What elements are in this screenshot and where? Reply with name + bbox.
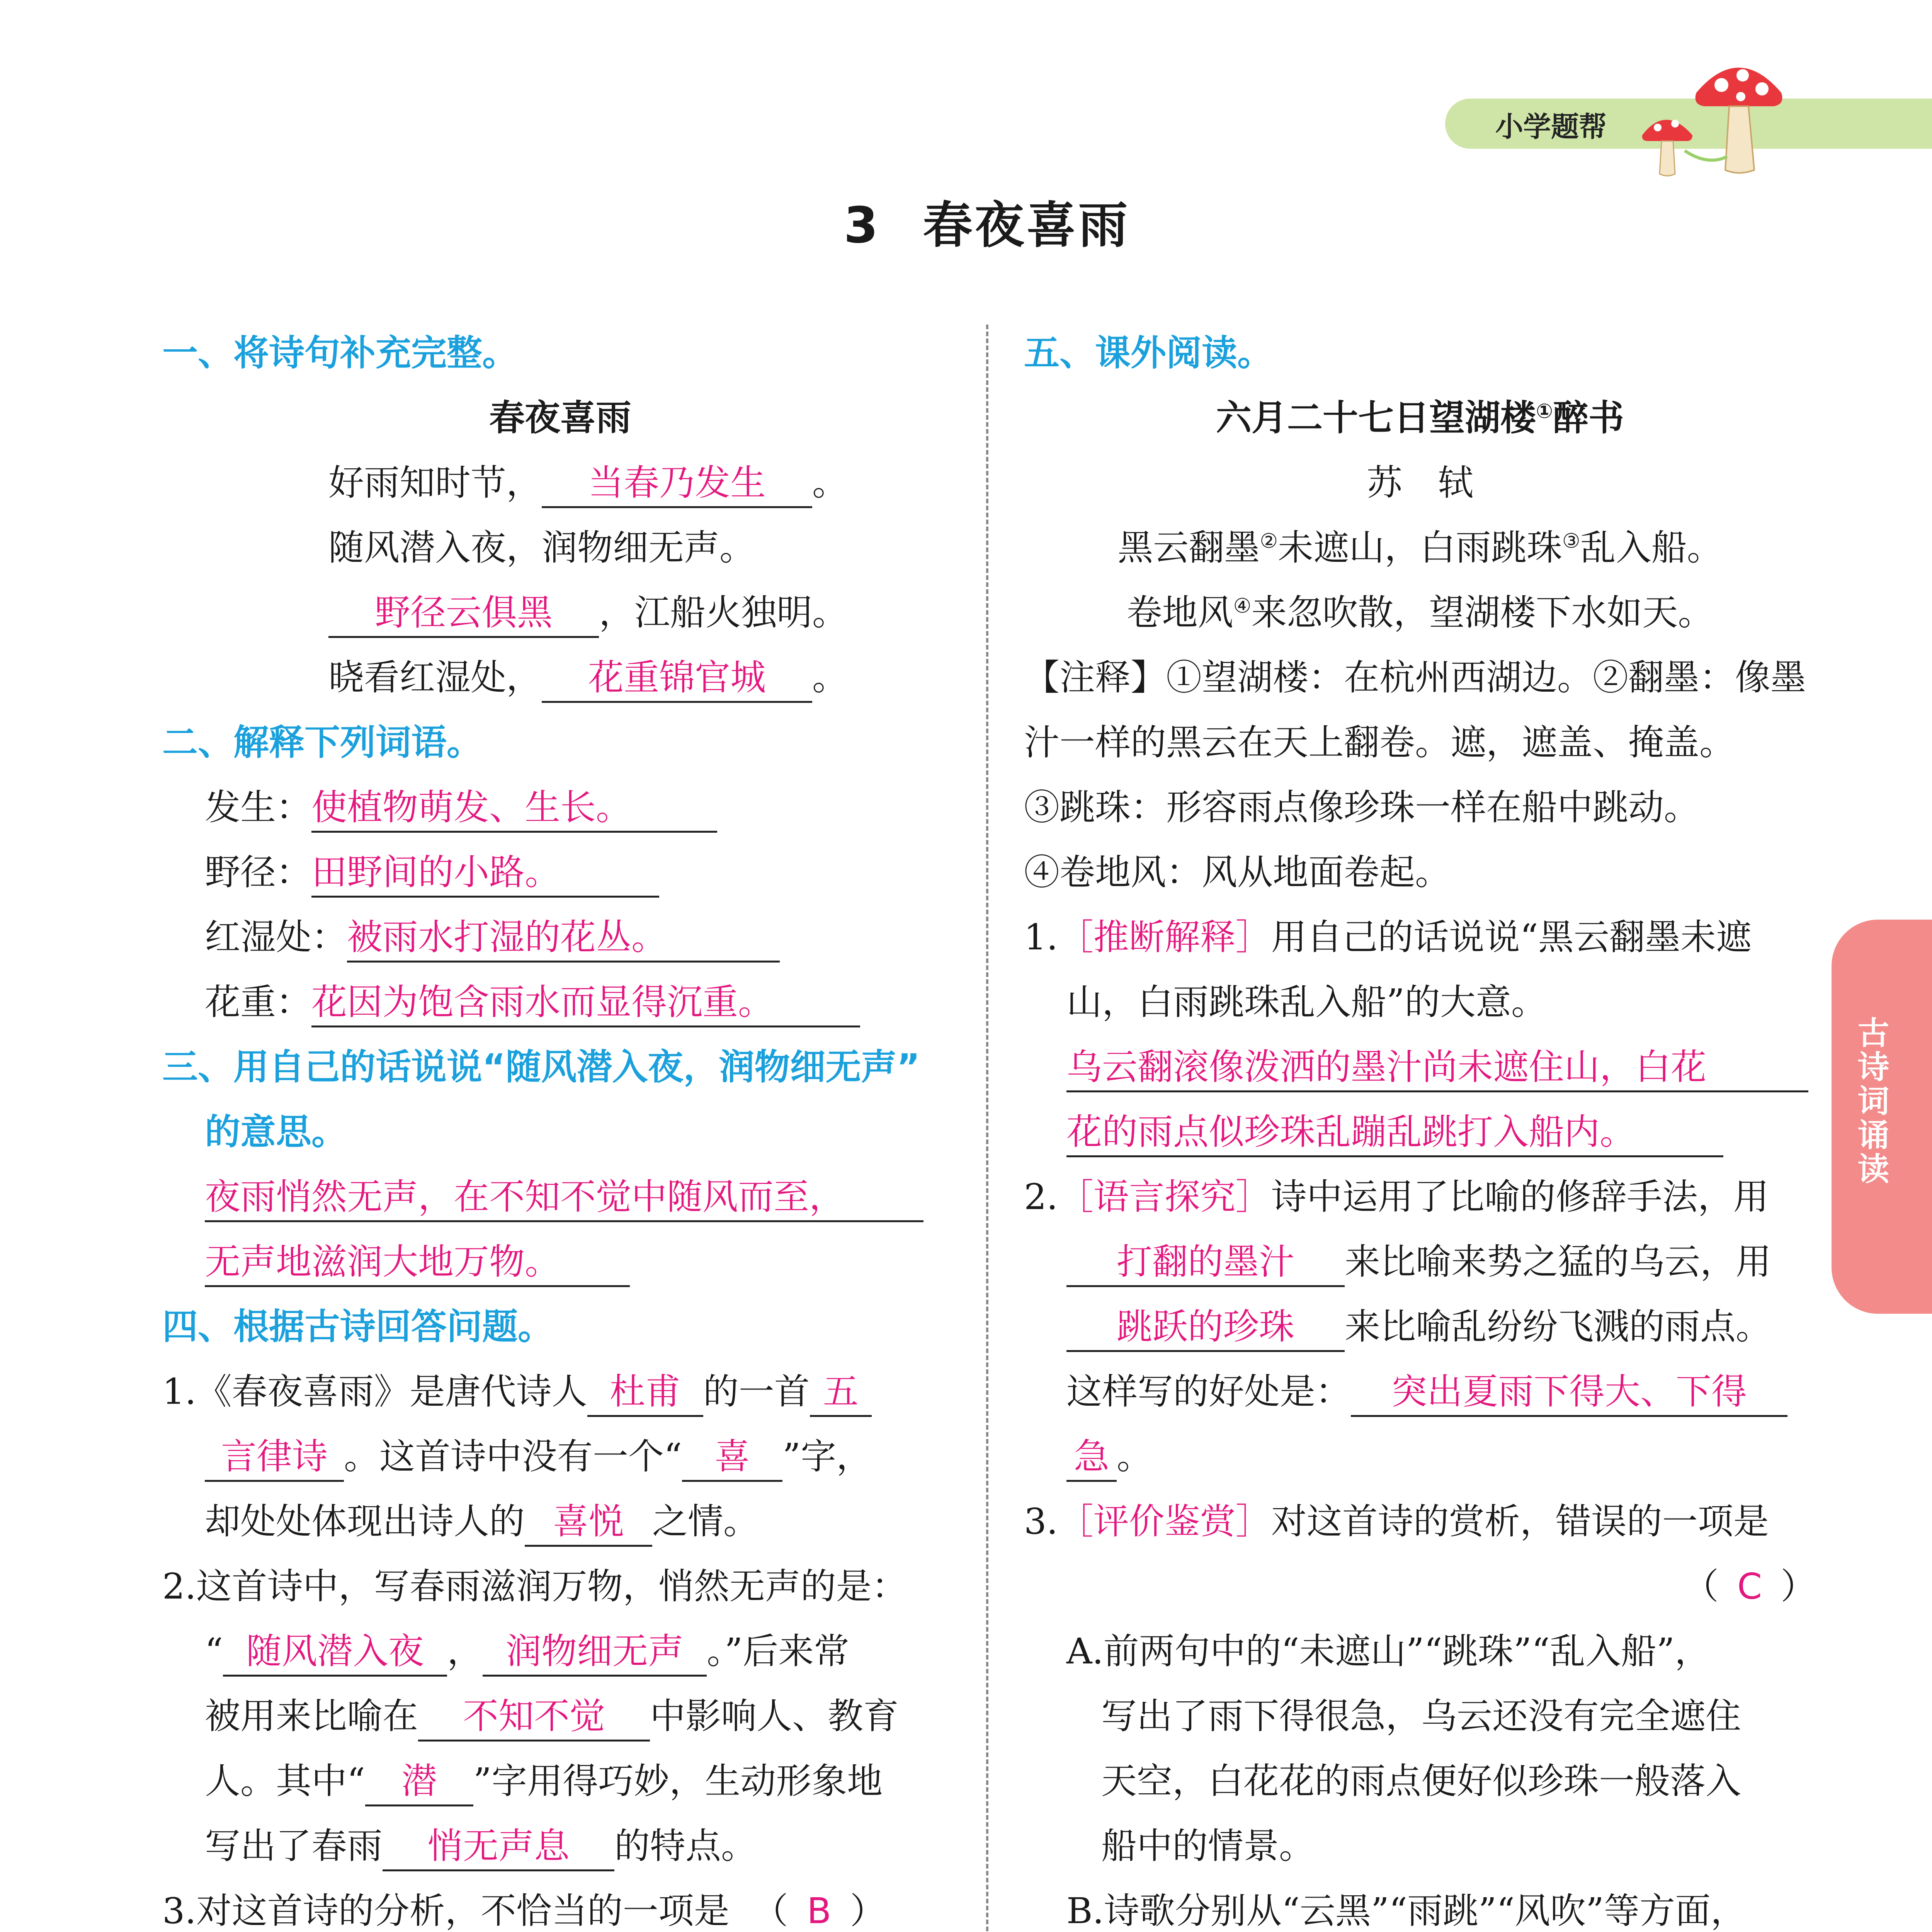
answer-blank: 花的雨点似珍珠乱蹦乱跳打入船内。 <box>1066 1109 1723 1157</box>
question-tag: ［评价鉴赏］ <box>1058 1501 1271 1542</box>
annotation: 汁一样的黑云在天上翻卷。遮，遮盖、掩盖。 <box>1024 722 1735 763</box>
question-3: 3.［评价鉴赏］对这首诗的赏析，错误的一项是 <box>1024 1501 1769 1542</box>
term-row: 花重：花因为饱含雨水而显得沉重。 <box>162 970 958 1035</box>
answer-blank: 花因为饱含雨水而显得沉重。 <box>311 979 860 1027</box>
left-column <box>162 321 958 1932</box>
annotation: ④卷地风：风从地面卷起。 <box>1024 852 1451 893</box>
question-1-cont: 却处处体现出诗人的 喜悦 之情。 <box>162 1489 958 1554</box>
poem-line-4: 晓看红湿处， 花重锦官城 。 <box>162 645 958 710</box>
question-1: 1.《春夜喜雨》是唐代诗人 杜甫 的一首 五 <box>162 1359 958 1424</box>
answer-blank: 急 <box>1066 1434 1117 1482</box>
answer-blank: 田野间的小路。 <box>311 849 659 898</box>
answer-choice: C <box>1737 1566 1762 1607</box>
answer-blank: 被雨水打湿的花丛。 <box>347 914 780 963</box>
question-1-cont: 言律诗 。这首诗中没有一个“ 喜 ”字， <box>162 1424 958 1489</box>
reading-poem-title: 六月二十七日望湖楼①醉书 <box>1216 397 1624 439</box>
answer-blank: 使植物萌发、生长。 <box>311 784 717 833</box>
section-1-heading: 一、将诗句补充完整。 <box>162 332 518 374</box>
right-column <box>1024 321 1816 1932</box>
question-1: 1.［推断解释］用自己的话说说“黑云翻墨未遮 <box>1024 917 1752 958</box>
answer-blank: 不知不觉 <box>418 1693 650 1742</box>
answer-blank: 五 <box>810 1369 872 1417</box>
answer-blank: 跳跃的珍珠 <box>1066 1304 1345 1352</box>
poem-line-3: 野径云俱黑 ，江船火独明。 <box>162 580 958 645</box>
poem-line-1: 黑云翻墨②未遮山，白雨跳珠③乱入船。 <box>1117 527 1723 568</box>
question-3: 3.对这首诗的分析，不恰当的一项是 （ B ） <box>162 1879 958 1932</box>
answer-blank: 随风潜入夜 <box>223 1628 447 1677</box>
mushroom-icon <box>1638 58 1785 182</box>
poem-line-2: 卷地风④来忽吹散，望湖楼下水如天。 <box>1126 592 1714 633</box>
side-tab-label: 古诗词诵读 <box>1852 1016 1889 1186</box>
option-a-cont: 船中的情景。 <box>1101 1825 1315 1867</box>
annotation: 【注释】①望湖楼：在杭州西湖边。②翻墨：像墨 <box>1024 657 1806 698</box>
answer-blank: 喜 <box>682 1434 782 1482</box>
answer-blank: 夜雨悄然无声，在不知不觉中随风而至， <box>205 1174 923 1222</box>
question-2-cont: 被用来比喻在 不知不觉 中影响人、教育 <box>162 1684 958 1749</box>
question-2: 2.这首诗中，写春雨滋润万物，悄然无声的是： <box>162 1566 907 1607</box>
answer-blank: 杜甫 <box>587 1369 703 1417</box>
answer-line <box>162 1165 958 1230</box>
answer-blank: 言律诗 <box>205 1434 344 1482</box>
question-2-cont: 急 。 <box>1024 1424 1816 1489</box>
question-tag: ［推断解释］ <box>1058 917 1271 958</box>
poem-title: 春夜喜雨 <box>489 397 631 439</box>
question-2: 2.［语言探究］诗中运用了比喻的修辞手法，用 <box>1024 1176 1769 1218</box>
answer-paren: （ C ） <box>1024 1554 1816 1619</box>
section-2-heading: 二、解释下列词语。 <box>162 722 483 763</box>
section-3-heading-cont: 的意思。 <box>205 1111 347 1153</box>
annotation: ③跳珠：形容雨点像珍珠一样在船中跳动。 <box>1024 787 1700 828</box>
answer-blank: 花重锦官城 <box>542 655 812 703</box>
question-2-cont: 跳跃的珍珠 来比喻乱纷纷飞溅的雨点。 <box>1024 1294 1816 1359</box>
answer-blank: 悄无声息 <box>383 1823 614 1871</box>
question-2-cont: 写出了春雨 悄无声息 的特点。 <box>162 1814 958 1879</box>
answer-blank: 打翻的墨汁 <box>1066 1239 1345 1287</box>
header-label: 小学题帮 <box>1495 111 1607 143</box>
term-row: 发生：使植物萌发、生长。 <box>162 775 958 840</box>
poem-line-2: 随风潜入夜，润物细无声。 <box>328 527 755 568</box>
question-2-cont: 这样写的好处是： 突出夏雨下得大、下得 <box>1024 1359 1816 1424</box>
answer-blank: 潜 <box>365 1758 473 1806</box>
answer-choice: B <box>807 1890 832 1932</box>
answer-blank: 乌云翻滚像泼洒的墨汁尚未遮住山，白花 <box>1066 1044 1808 1092</box>
lesson-number: 3 <box>844 197 881 254</box>
question-2-cont: 人。其中“ 潜 ”字用得巧妙，生动形象地 <box>162 1749 958 1814</box>
term-row: 红湿处：被雨水打湿的花丛。 <box>162 905 958 970</box>
page-title <box>0 185 1932 257</box>
question-2-cont: “ 随风潜入夜 ， 润物细无声 。”后来常 <box>162 1619 958 1684</box>
answer-blank: 润物细无声 <box>483 1628 707 1677</box>
lesson-title: 春夜喜雨 <box>923 197 1130 254</box>
option-a: A.前两句中的“未遮山”“跳珠”“乱入船”， <box>1066 1631 1710 1672</box>
answer-blank: 野径云俱黑 <box>328 590 599 638</box>
term-row: 野径：田野间的小路。 <box>162 840 958 905</box>
option-a-cont: 天空，白花花的雨点便好似珍珠一般落入 <box>1101 1760 1742 1802</box>
option-a-cont: 写出了雨下得很急，乌云还没有完全遮住 <box>1101 1696 1742 1737</box>
question-tag: ［语言探究］ <box>1058 1176 1271 1218</box>
answer-line <box>162 1230 958 1294</box>
answer-line <box>1024 1100 1816 1165</box>
answer-blank: 无声地滋润大地万物。 <box>205 1239 630 1287</box>
poem-line-1: 好雨知时节， 当春乃发生 。 <box>162 451 958 515</box>
section-3-heading: 三、用自己的话说说“随风潜入夜，润物细无声” <box>162 1046 920 1088</box>
column-divider <box>986 325 988 1932</box>
answer-line <box>1024 1035 1816 1100</box>
answer-blank: 喜悦 <box>525 1498 652 1547</box>
answer-blank: 当春乃发生 <box>542 460 812 508</box>
option-b: B.诗歌分别从“云黑”“雨跳”“风吹”等方面， <box>1066 1890 1747 1932</box>
section-5-heading: 五、课外阅读。 <box>1024 332 1273 374</box>
answer-blank: 突出夏雨下得大、下得 <box>1351 1369 1787 1417</box>
section-4-heading: 四、根据古诗回答问题。 <box>162 1306 554 1347</box>
question-2-cont: 打翻的墨汁 来比喻来势之猛的乌云，用 <box>1024 1230 1816 1294</box>
poem-author: 苏 轼 <box>1366 462 1473 503</box>
question-1-cont: 山，白雨跳珠乱入船”的大意。 <box>1066 981 1547 1023</box>
